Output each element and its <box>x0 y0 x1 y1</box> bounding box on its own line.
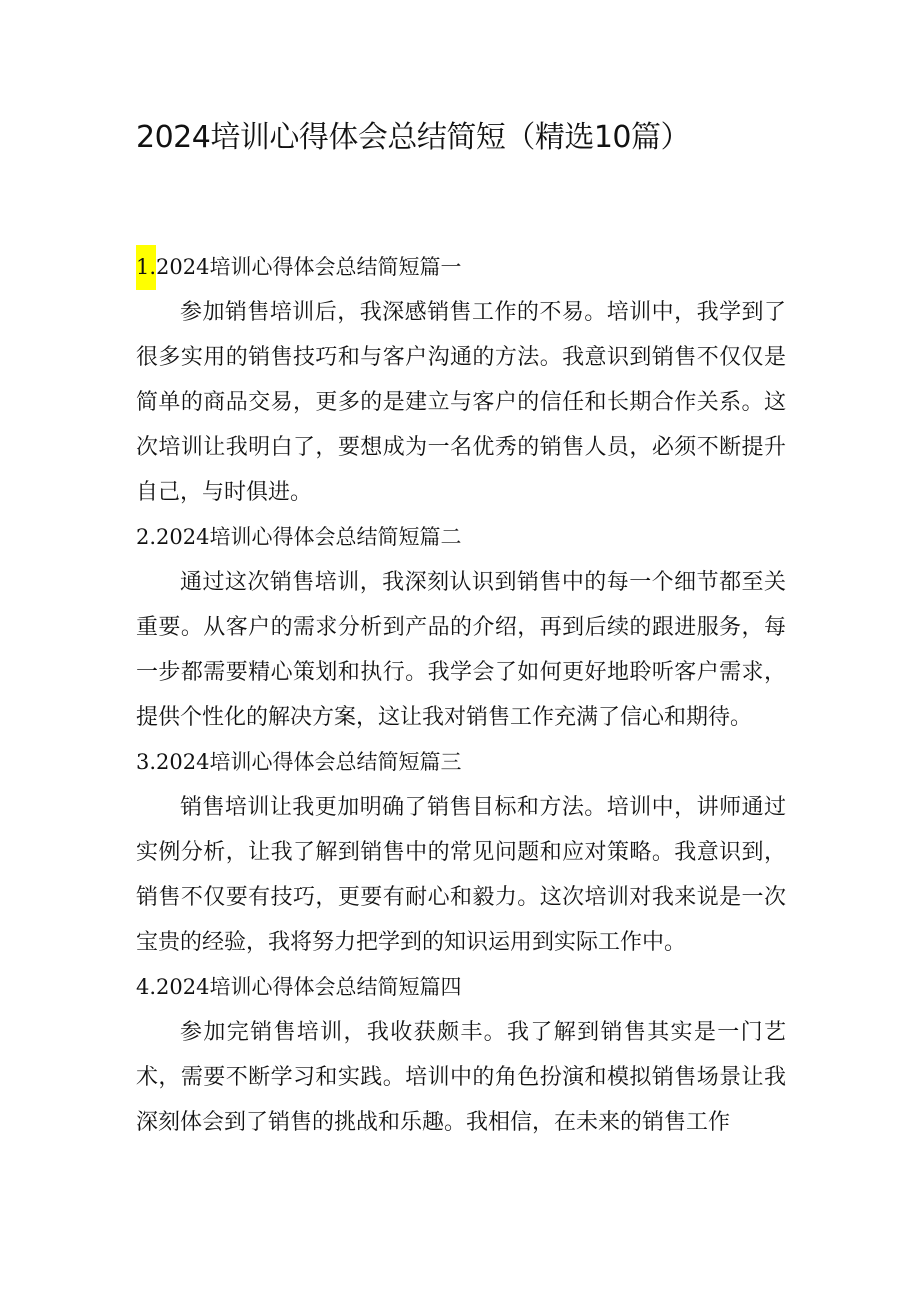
section-paragraph: 参加销售培训后，我深感销售工作的不易。培训中，我学到了很多实用的销售技巧和与客户沟通的方法。我意识到销售不仅仅是简单的商品交易，更多的是建立与客户的信任和长期合作关系。这次培训让我明白了，要想成为一名优秀的销售人员，必须不断提升自己，与时俱进。 <box>136 300 786 505</box>
section-paragraph: 销售培训让我更加明确了销售目标和方法。培训中，讲师通过实例分析，让我了解到销售中的常见问题和应对策略。我意识到，销售不仅要有技巧，更要有耐心和毅力。这次培训对我来说是一次宝贵的经验，我将努力把学到的知识运用到实际工作中。 <box>136 795 786 955</box>
section-number-highlighted: 1. <box>136 245 156 290</box>
section-heading-text: 2024培训心得体会总结简短篇三 <box>156 750 462 774</box>
section-number: 3. <box>136 750 157 774</box>
document-title: 2024培训心得体会总结简短（精选10篇） <box>136 120 691 155</box>
section-heading <box>136 245 786 290</box>
section-heading <box>136 740 786 785</box>
section-number: 4. <box>136 975 157 999</box>
document-body <box>136 245 786 1145</box>
section-heading <box>136 515 786 560</box>
section-heading-text: 2024培训心得体会总结简短篇一 <box>156 255 462 279</box>
section-4 <box>136 965 786 1145</box>
section-heading-text: 2024培训心得体会总结简短篇二 <box>156 525 462 549</box>
section-3 <box>136 740 786 965</box>
section-heading-text: 2024培训心得体会总结简短篇四 <box>156 975 462 999</box>
section-paragraph: 参加完销售培训，我收获颇丰。我了解到销售其实是一门艺术，需要不断学习和实践。培训中的角色扮演和模拟销售场景让我深刻体会到了销售的挑战和乐趣。我相信，在未来的销售工作 <box>136 1020 786 1135</box>
section-heading <box>136 965 786 1010</box>
section-number: 2. <box>136 525 157 549</box>
section-paragraph: 通过这次销售培训，我深刻认识到销售中的每一个细节都至关重要。从客户的需求分析到产品的介绍，再到后续的跟进服务，每一步都需要精心策划和执行。我学会了如何更好地聆听客户需求，提供个性化的解决方案，这让我对销售工作充满了信心和期待。 <box>136 570 786 730</box>
section-2 <box>136 515 786 740</box>
section-1 <box>136 245 786 515</box>
